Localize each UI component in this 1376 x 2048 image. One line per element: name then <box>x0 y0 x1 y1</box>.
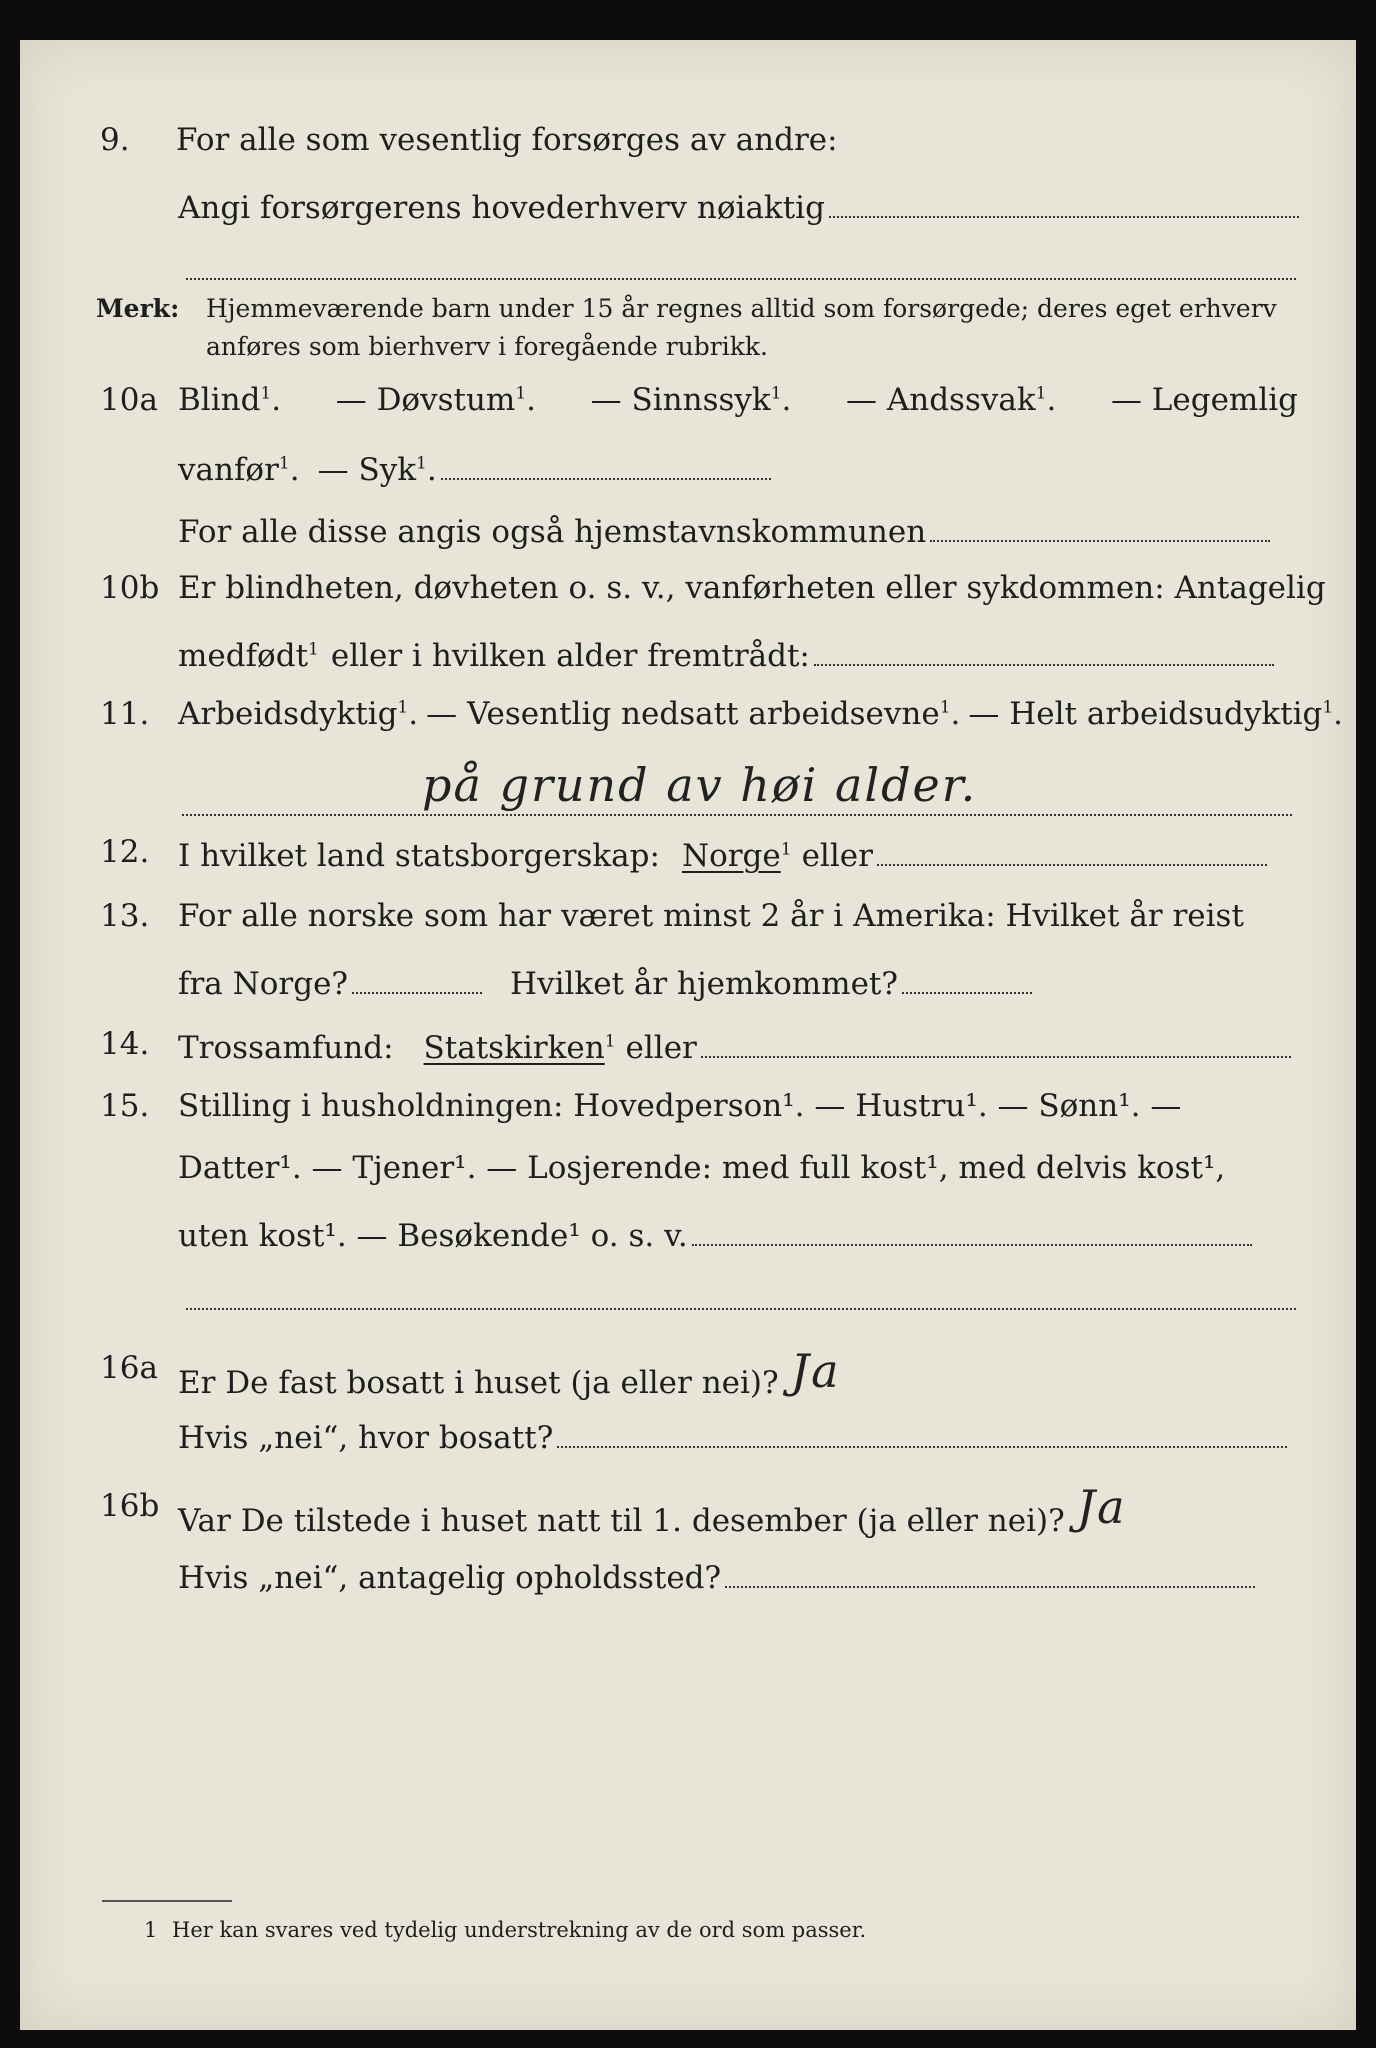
q13-line-1 <box>20 898 1356 942</box>
q10b-question: Er blindheten, døvheten o. s. v., vanførheten eller sykdommen: Antagelig <box>178 570 1326 606</box>
q9-answer-field[interactable] <box>829 186 1299 218</box>
merk-text-1: Hjemmeværende barn under 15 år regnes alltid som forsørgede; deres eget erhverv <box>206 294 1277 323</box>
q15-answer-field-2[interactable] <box>186 1278 1296 1310</box>
option-statskirken[interactable]: Statskirken$^1$ <box>423 1030 616 1066</box>
option-nedsatt[interactable]: — Vesentlig nedsatt arbeidsevne$^1$. <box>426 696 961 732</box>
q14-answer-field[interactable] <box>701 1026 1291 1058</box>
q10a-line-2 <box>20 448 1356 492</box>
q15-line-1 <box>20 1088 1356 1132</box>
footnote-mark: 1 <box>144 1918 158 1942</box>
merk-text-2: anføres som bierhverv i foregående rubrikk. <box>206 332 768 361</box>
q15-answer-field[interactable] <box>692 1214 1252 1246</box>
q12-question: I hvilket land statsborgerskap: <box>178 838 660 874</box>
option-syk[interactable]: — Syk$^1$. <box>317 452 437 488</box>
q9-line-1 <box>20 122 1356 166</box>
option-medfodt[interactable]: medfødt$^1$ <box>178 638 319 674</box>
q9-line-2 <box>20 186 1356 230</box>
q15-options-3[interactable]: uten kost¹. — Besøkende¹ o. s. v. <box>178 1218 688 1254</box>
option-andssvak[interactable]: — Andssvak$^1$. <box>846 382 1057 418</box>
q16b-handwritten-answer: Ja <box>1076 1480 1127 1534</box>
q11-line-2 <box>20 758 1356 822</box>
q15-line-4 <box>20 1278 1356 1322</box>
q16a-handwritten-answer: Ja <box>790 1344 841 1398</box>
q12-tail: eller <box>801 838 873 874</box>
q11-answer-field[interactable] <box>182 758 1292 816</box>
footnote-text: Her kan svares ved tydelig understrekning av de ord som passer. <box>172 1918 867 1942</box>
q10b-line-1 <box>20 570 1356 614</box>
q10b-prompt: eller i hvilken alder fremtrådt: <box>330 638 810 674</box>
q13-line-2 <box>20 962 1356 1006</box>
q15-options-1[interactable]: Stilling i husholdningen: Hovedperson¹. — Hustru¹. — Sønn¹. — <box>178 1088 1182 1124</box>
q10b-line-2 <box>20 634 1356 678</box>
q11-handwritten-answer: på grund av høi alder. <box>422 758 978 812</box>
q10b-number: 10b <box>100 570 160 606</box>
q12-answer-field[interactable] <box>877 834 1267 866</box>
q15-line-2 <box>20 1150 1356 1194</box>
q10a-hjemstavn-prompt: For alle disse angis også hjemstavnskommunen <box>178 514 927 550</box>
q10a-answer-field[interactable] <box>441 448 771 480</box>
q16b-answer-field[interactable] <box>725 1556 1255 1588</box>
footnote-rule <box>102 1900 232 1902</box>
q9-prompt: Angi forsørgerens hovederhverv nøiaktig <box>178 190 825 226</box>
option-arbeidsdyktig[interactable]: Arbeidsdyktig$^1$. <box>178 696 419 732</box>
census-form-page <box>20 40 1356 2030</box>
q13-number: 13. <box>100 898 150 934</box>
q16a-line-1 <box>20 1344 1356 1406</box>
option-dovstum[interactable]: — Døvstum$^1$. <box>335 382 537 418</box>
q13-hjemkommet-field[interactable] <box>902 962 1032 994</box>
q16b-line-2 <box>20 1556 1356 1600</box>
q9-question: For alle som vesentlig forsørges av andre: <box>176 122 838 158</box>
q16b-prompt: Hvis „nei“, antagelig opholdssted? <box>178 1560 722 1596</box>
q15-options-2[interactable]: Datter¹. — Tjener¹. — Losjerende: med full kost¹, med delvis kost¹, <box>178 1150 1226 1186</box>
q13-question: For alle norske som har været minst 2 år i Amerika: Hvilket år reist <box>178 898 1244 934</box>
q9-line-3 <box>20 248 1356 292</box>
q14-tail: eller <box>625 1030 697 1066</box>
q10a-hjemstavn-field[interactable] <box>930 510 1270 542</box>
merk-line-2 <box>20 332 1356 376</box>
q12-number: 12. <box>100 834 150 870</box>
q13-reist-prompt: fra Norge? <box>178 966 349 1002</box>
q11-number: 11. <box>100 696 150 732</box>
q13-reist-field[interactable] <box>352 962 482 994</box>
q16a-prompt: Hvis „nei“, hvor bosatt? <box>178 1420 554 1456</box>
option-vanfor[interactable]: vanfør$^1$. <box>178 452 300 488</box>
footnote <box>20 1918 1356 1962</box>
q16a-number: 16a <box>100 1350 158 1386</box>
q16a-line-2 <box>20 1416 1356 1460</box>
option-blind[interactable]: Blind$^1$. <box>178 382 282 418</box>
q15-line-3 <box>20 1214 1356 1258</box>
q14-number: 14. <box>100 1026 150 1062</box>
q9-answer-field-2[interactable] <box>186 248 1296 280</box>
q16a-answer-field[interactable] <box>557 1416 1287 1448</box>
q12-line <box>20 834 1356 878</box>
q14-line <box>20 1026 1356 1070</box>
q9-number: 9. <box>100 122 130 158</box>
q10a-number: 10a <box>100 382 158 418</box>
q15-number: 15. <box>100 1088 150 1124</box>
option-udyktig[interactable]: — Helt arbeidsudyktig$^1$. <box>968 696 1344 732</box>
q14-question: Trossamfund: <box>178 1030 394 1066</box>
option-legemlig[interactable]: — Legemlig <box>1110 382 1298 418</box>
q13-hjemkommet-prompt: Hvilket år hjemkommet? <box>510 966 899 1002</box>
q10a-line-1 <box>20 382 1356 426</box>
option-sinnssyk[interactable]: — Sinnssyk$^1$. <box>590 382 792 418</box>
q16b-question: Var De tilstede i huset natt til 1. desember (ja eller nei)? <box>178 1503 1065 1539</box>
q16b-number: 16b <box>100 1488 160 1524</box>
q16a-question: Er De fast bosatt i huset (ja eller nei)? <box>178 1365 779 1401</box>
q10b-answer-field[interactable] <box>814 634 1274 666</box>
q16b-line-1 <box>20 1480 1356 1544</box>
merk-label: Merk: <box>96 294 180 323</box>
option-norge[interactable]: Norge$^1$ <box>681 838 792 874</box>
q10a-line-3 <box>20 510 1356 554</box>
q11-line-1 <box>20 696 1356 740</box>
